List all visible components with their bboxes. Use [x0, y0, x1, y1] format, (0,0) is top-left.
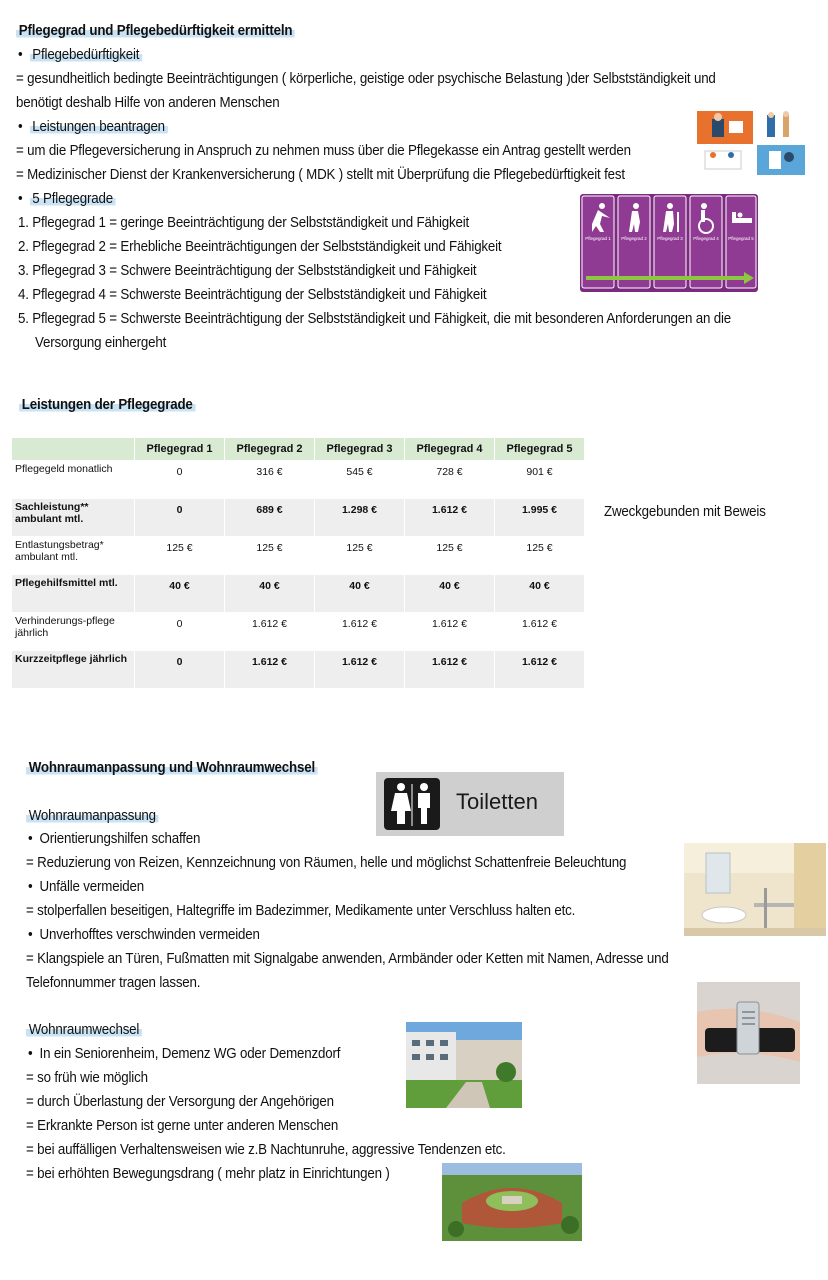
table-cell-label: Pflegegeld monatlich: [12, 461, 135, 499]
table-cell: 316 €: [225, 461, 315, 499]
table-cell: 125 €: [405, 537, 495, 575]
bullet: • Orientierungshilfen schaffen: [28, 831, 201, 847]
table-cell: 1.612 €: [495, 613, 585, 651]
table-cell: 728 €: [405, 461, 495, 499]
pflegegrade-graphic: [580, 194, 758, 292]
bullet: • Unverhofftes verschwinden vermeiden: [28, 927, 260, 943]
toilet-sign-text: Toiletten: [456, 789, 538, 814]
table-cell: 1.298 €: [315, 499, 405, 537]
leistungen-table: [11, 437, 585, 689]
bullet-pflegebeduerftigkeit: • Pflegebedürftigkeit: [18, 45, 142, 65]
table-cell: 0: [135, 651, 225, 689]
table-cell: 40 €: [405, 575, 495, 613]
table-cell: 1.612 €: [405, 651, 495, 689]
table-header: Pflegegrad 3: [315, 438, 405, 461]
grade-card-label: Pflegegrad 3: [657, 236, 683, 241]
table-cell: 125 €: [135, 537, 225, 575]
text-line: = durch Überlastung der Versorgung der Angehörigen: [26, 1094, 334, 1110]
table-cell: 40 €: [135, 575, 225, 613]
table-header: Pflegegrad 1: [135, 438, 225, 461]
care-illustration: [697, 111, 809, 177]
text-line: = gesundheitlich bedingte Beeinträchtigungen ( körperliche, geistige oder psychische Belastung )der Selbstständigkeit und: [16, 71, 716, 87]
grade-item: 3. Pflegegrad 3 = Schwere Beeinträchtigung der Selbstständigkeit und Fähigkeit: [18, 263, 477, 279]
bullet: • In ein Seniorenheim, Demenz WG oder Demenzdorf: [28, 1046, 341, 1062]
grade-card-label: Pflegegrad 4: [693, 236, 719, 241]
grade-item: 5. Pflegegrad 5 = Schwerste Beeinträchtigung der Selbstständigkeit und Fähigkeit, die mit besonderen Anforderungen an die: [18, 311, 732, 327]
table-header: Pflegegrad 4: [405, 438, 495, 461]
table-cell: 40 €: [495, 575, 585, 613]
table-header: Pflegegrad 5: [495, 438, 585, 461]
section-title-pflegegrad: Pflegegrad und Pflegebedürftigkeit ermitteln: [16, 21, 295, 41]
bullet-leistungen: • Leistungen beantragen: [18, 117, 168, 137]
table-cell: 1.612 €: [405, 613, 495, 651]
grade-item: 1. Pflegegrad 1 = geringe Beeinträchtigung der Selbstständigkeit und Fähigkeit: [18, 215, 470, 231]
table-cell: 1.612 €: [315, 613, 405, 651]
table-cell: 545 €: [315, 461, 405, 499]
text-line: = Klangspiele an Türen, Fußmatten mit Signalgabe anwenden, Armbänder oder Ketten mit Namen, Adresse und: [26, 951, 669, 967]
table-cell: 125 €: [225, 537, 315, 575]
text-line: = bei auffälligen Verhaltensweisen wie z.B Nachtunruhe, aggressive Tendenzen etc.: [26, 1142, 506, 1158]
table-cell: 1.612 €: [405, 499, 495, 537]
sub-title-wechsel: Wohnraumwechsel: [26, 1020, 142, 1040]
table-cell: 901 €: [495, 461, 585, 499]
grade-item: 2. Pflegegrad 2 = Erhebliche Beeinträchtigungen der Selbstständigkeit und Fähigkeit: [18, 239, 502, 255]
text-line: benötigt deshalb Hilfe von anderen Menschen: [16, 95, 280, 111]
sub-title-anpassung: Wohnraumanpassung: [26, 806, 159, 826]
table-header: Pflegegrad 2: [225, 438, 315, 461]
toilet-sign: [376, 772, 564, 836]
bullet: • Unfälle vermeiden: [28, 879, 144, 895]
id-bracelet-photo: [697, 982, 800, 1084]
table-cell: 1.995 €: [495, 499, 585, 537]
table-cell: 689 €: [225, 499, 315, 537]
table-row: [12, 461, 585, 499]
table-cell: 0: [135, 461, 225, 499]
grade-card-label: Pflegegrad 2: [621, 236, 647, 241]
table-cell-label: Entlastungsbetrag* ambulant mtl.: [12, 537, 135, 575]
section-title-leistungen: Leistungen der Pflegegrade: [19, 395, 195, 415]
table-row: [12, 537, 585, 575]
text-line: Telefonnummer tragen lassen.: [26, 975, 201, 991]
toilet-icon: [384, 778, 440, 830]
table-cell: 40 €: [315, 575, 405, 613]
table-cell: 1.612 €: [495, 651, 585, 689]
table-cell: 1.612 €: [225, 613, 315, 651]
table-row: [12, 651, 585, 689]
table-header: [12, 438, 135, 461]
table-row: [12, 613, 585, 651]
text-line: = Medizinischer Dienst der Krankenversicherung ( MDK ) stellt mit Überprüfung die Pflegebedürftigkeit fest: [16, 167, 625, 183]
table-cell-label: Verhinderungs-pflege jährlich: [12, 613, 135, 651]
nursing-home-photo: [406, 1022, 522, 1108]
text-line: = stolperfallen beseitigen, Haltegriffe im Badezimmer, Medikamente unter Verschluss halten etc.: [26, 903, 576, 919]
table-cell-label: Pflegehilfsmittel mtl.: [12, 575, 135, 613]
table-cell: 0: [135, 613, 225, 651]
bullet-5-pflegegrade: • 5 Pflegegrade: [18, 189, 116, 209]
table-cell: 1.612 €: [225, 651, 315, 689]
text-line: = Reduzierung von Reizen, Kennzeichnung von Räumen, helle und möglichst Schattenfreie Beleuchtung: [26, 855, 627, 871]
table-cell: 125 €: [495, 537, 585, 575]
text-line: = so früh wie möglich: [26, 1070, 148, 1086]
table-row: [12, 575, 585, 613]
table-cell: 1.612 €: [315, 651, 405, 689]
table-cell-label: Sachleistung** ambulant mtl.: [12, 499, 135, 537]
table-header-row: [12, 438, 585, 461]
table-cell: 125 €: [315, 537, 405, 575]
side-note: Zweckgebunden mit Beweis: [604, 504, 766, 520]
bathroom-photo: [684, 843, 826, 936]
section-title-wohnraum: Wohnraumanpassung und Wohnraumwechsel: [26, 758, 318, 778]
table-cell-label: Kurzzeitpflege jährlich: [12, 651, 135, 689]
grade-item-cont: Versorgung einhergeht: [35, 335, 167, 351]
text-line: = Erkrankte Person ist gerne unter anderen Menschen: [26, 1118, 339, 1134]
grade-card-label: Pflegegrad 5: [728, 236, 754, 241]
text-line: = um die Pflegeversicherung in Anspruch zu nehmen muss über die Pflegekasse ein Antrag gestellt werden: [16, 143, 631, 159]
grade-card-label: Pflegegrad 1: [585, 236, 611, 241]
table-cell: 40 €: [225, 575, 315, 613]
text-line: = bei erhöhten Bewegungsdrang ( mehr platz in Einrichtungen ): [26, 1166, 390, 1182]
table-row: [12, 499, 585, 537]
grade-item: 4. Pflegegrad 4 = Schwerste Beeinträchtigung der Selbstständigkeit und Fähigkeit: [18, 287, 487, 303]
care-facility-aerial-photo: [442, 1163, 582, 1241]
table-cell: 0: [135, 499, 225, 537]
